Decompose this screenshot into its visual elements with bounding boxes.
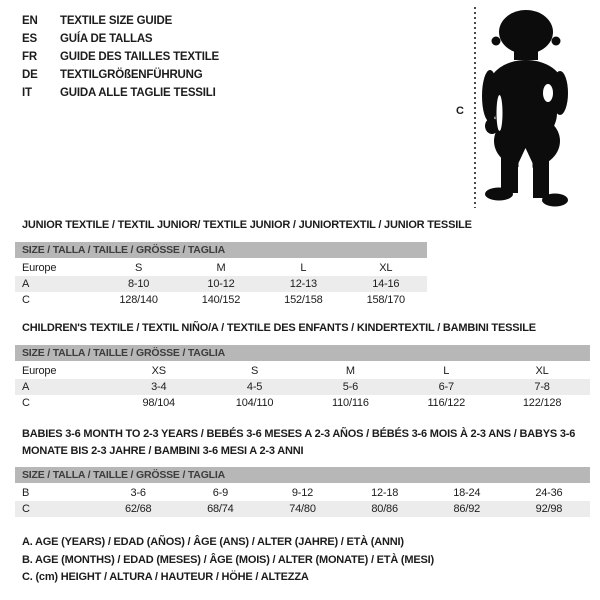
language-code: ES — [22, 33, 37, 45]
size-cell: S — [251, 365, 259, 377]
size-cell: 98/104 — [142, 397, 175, 409]
measure-legend — [22, 534, 434, 587]
size-cell: 152/158 — [284, 294, 323, 306]
size-cell: L — [443, 365, 450, 377]
language-row — [22, 48, 219, 66]
size-cell: 6-7 — [438, 381, 454, 393]
language-label: TEXTILE SIZE GUIDE — [60, 15, 173, 27]
table-header: SIZE / TALLA / TAILLE / GRÖSSE / TAGLIA — [15, 345, 590, 362]
language-code: DE — [22, 69, 38, 81]
row-label: B — [22, 487, 30, 499]
size-cell: 3-6 — [130, 487, 146, 499]
language-list — [22, 12, 219, 102]
size-table-babies — [15, 467, 590, 517]
language-row — [22, 66, 219, 84]
section-title-children: CHILDREN'S TEXTILE / TEXTIL NIÑO/A / TEXTILE DES ENFANTS / KINDERTEXTIL / BAMBINI TESSILE — [22, 322, 536, 334]
size-cell: M — [345, 365, 355, 377]
row-label: Europe — [22, 262, 57, 274]
language-label: TEXTILGRÖßENFÜHRUNG — [60, 69, 203, 81]
language-row — [22, 12, 219, 30]
size-cell: S — [135, 262, 143, 274]
table-header: SIZE / TALLA / TAILLE / GRÖSSE / TAGLIA — [15, 242, 427, 259]
size-cell: 92/98 — [535, 503, 563, 515]
size-cell: 14-16 — [372, 278, 400, 290]
row-label: C — [22, 503, 30, 515]
size-cell: 62/68 — [124, 503, 152, 515]
size-cell: M — [216, 262, 226, 274]
size-cell: 68/74 — [207, 503, 234, 515]
height-dashed-line — [474, 7, 476, 208]
row-label: Europe — [22, 365, 57, 377]
row-label: A — [22, 278, 30, 290]
height-measure-label: C — [456, 105, 464, 117]
size-cell: 6-9 — [212, 487, 228, 499]
legend-line-a: A. AGE (YEARS) / EDAD (AÑOS) / ÂGE (ANS) / ALTER (JAHRE) / ETÀ (ANNI) — [22, 536, 404, 548]
table-row — [15, 501, 590, 517]
size-cell: 7-8 — [534, 381, 550, 393]
language-label: GUIDE DES TAILLES TEXTILE — [60, 51, 219, 63]
size-cell: 12-18 — [371, 487, 399, 499]
size-cell: 128/140 — [119, 294, 158, 306]
size-cell: 10-12 — [207, 278, 235, 290]
size-cell: 86/92 — [453, 503, 481, 515]
size-table-children — [15, 345, 590, 411]
size-cell: 74/80 — [289, 503, 316, 515]
size-cell: 12-13 — [289, 278, 317, 290]
size-cell: L — [300, 262, 307, 274]
language-code: EN — [22, 15, 38, 27]
row-label: C — [22, 294, 30, 306]
size-cell: 110/116 — [332, 397, 369, 409]
size-cell: 122/128 — [522, 397, 562, 409]
legend-line-b: B. AGE (MONTHS) / EDAD (MESES) / ÂGE (MOIS) / ALTER (MONATE) / ETÀ (MESI) — [22, 553, 434, 566]
size-cell: XS — [151, 365, 166, 377]
language-code: IT — [22, 87, 32, 99]
section-title-babies: BABIES 3-6 MONTH TO 2-3 YEARS / BEBÉS 3-6 MESES A 2-3 AÑOS / BÉBÉS 3-6 MOIS À 2-3 ANS / BABYS 3-6 MONATE BIS 2-3 JAHRE / BAMBINI 3-6 MESI A 2-3 ANNI — [22, 428, 576, 457]
size-cell: 80/86 — [371, 503, 398, 515]
table-row — [15, 292, 427, 308]
size-cell: 24-36 — [535, 487, 563, 499]
row-label: A — [22, 381, 30, 393]
row-label: C — [22, 397, 30, 409]
table-row — [15, 276, 427, 292]
legend-line-c: C. (cm) HEIGHT / ALTURA / HAUTEUR / HÖHE / ALTEZZA — [22, 571, 309, 583]
table-row — [15, 379, 590, 395]
size-cell: 5-6 — [342, 381, 359, 393]
section-junior — [15, 218, 590, 308]
size-cell: 8-10 — [127, 278, 150, 290]
size-table-junior — [15, 242, 427, 308]
language-code: FR — [22, 51, 37, 63]
size-cell: 158/170 — [366, 294, 405, 306]
language-row — [22, 30, 219, 48]
table-row — [15, 484, 590, 501]
table-row — [15, 362, 590, 379]
section-title-junior: JUNIOR TEXTILE / TEXTIL JUNIOR/ TEXTILE JUNIOR / JUNIORTEXTIL / JUNIOR TESSILE — [22, 219, 472, 231]
language-label: GUIDA ALLE TAGLIE TESSILI — [60, 87, 216, 99]
size-cell: 9-12 — [291, 487, 314, 499]
size-cell: XL — [379, 262, 393, 274]
size-cell: XL — [535, 365, 549, 377]
size-cell: 3-4 — [151, 381, 167, 393]
language-label: GUÍA DE TALLAS — [60, 33, 153, 45]
table-row — [15, 395, 590, 411]
size-cell: 140/152 — [201, 294, 241, 306]
section-children — [15, 321, 590, 411]
size-cell: 116/122 — [427, 397, 465, 409]
section-babies — [15, 426, 590, 517]
size-cell: 104/110 — [235, 397, 274, 409]
size-cell: 18-24 — [453, 487, 481, 499]
table-header: SIZE / TALLA / TAILLE / GRÖSSE / TAGLIA — [15, 467, 590, 484]
language-row — [22, 84, 219, 102]
table-row — [15, 259, 427, 276]
toddler-silhouette-icon — [482, 8, 572, 208]
size-cell: 4-5 — [246, 381, 263, 393]
